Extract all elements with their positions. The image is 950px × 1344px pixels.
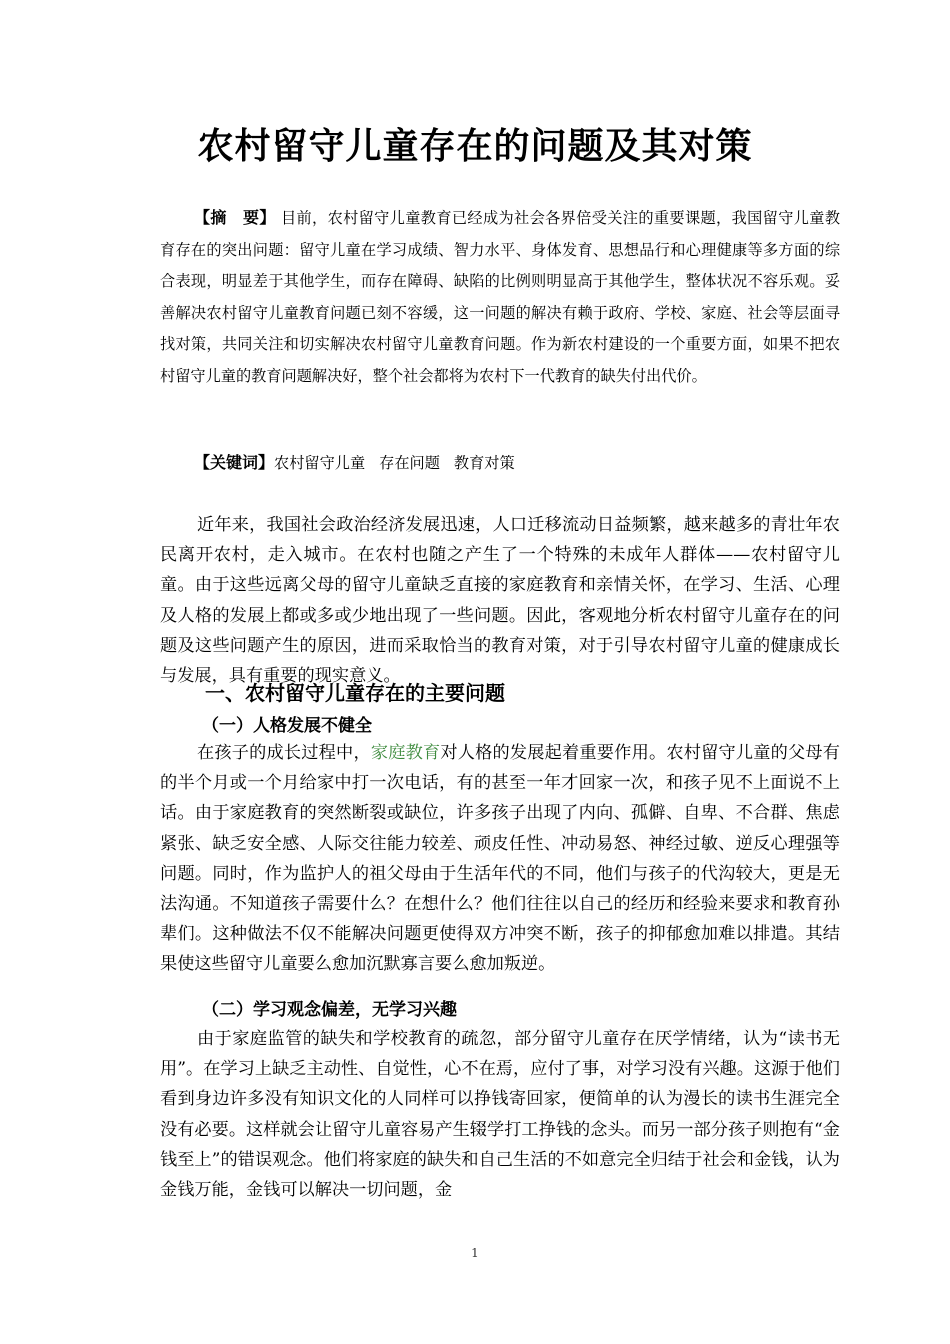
keyword-item: 存在问题 xyxy=(379,454,440,472)
document-title: 农村留守儿童存在的问题及其对策 xyxy=(197,126,753,167)
paragraph-text: 由于家庭监管的缺失和学校教育的疏忽，部分留守儿童存在厌学情绪，认为“读书无用”。在学习上缺乏主动性、自觉性，心不在焉，应付了事，对学习没有兴趣。这源于他们看到身边许多没有知识文化的人同样可以挣钱寄回家，便简单的认为漫长的读书生涯完全没有必要。这样就会让留守儿童容易产生辍学打工挣钱的念头。而另一部分孩子则抱有“金钱至上”的错误观念。他们将家庭的缺失和自己生活的不如意完全归结于社会和金钱，认为金钱万能，金钱可以解决一切问题，金 xyxy=(160,1029,840,1201)
family-education-link[interactable]: 家庭教育 xyxy=(370,743,441,763)
abstract xyxy=(160,202,840,393)
page-number: 1 xyxy=(471,1246,479,1260)
section-heading: 一、农村留守儿童存在的主要问题 xyxy=(205,681,505,705)
intro-text: 近年来，我国社会政治经济发展迅速，人口迁移流动日益频繁，越来越多的青壮年农民离开农村，走入城市。在农村也随之产生了一个特殊的未成年人群体——农村留守儿童。由于这些远离父母的留守儿童缺乏直接的家庭教育和亲情关怀，在学习、生活、心理及人格的发展上都或多或少地出现了一些问题。因此，客观地分析农村留守儿童存在的问题及这些问题产生的原因，进而采取恰当的教育对策，对于引导农村留守儿童的健康成长与发展，具有重要的现实意义。 xyxy=(160,515,840,687)
intro-paragraph xyxy=(160,510,840,691)
keyword-item: 教育对策 xyxy=(453,454,515,472)
abstract-label: 【摘 要】 xyxy=(194,208,276,227)
paragraph-text: 在孩子的成长过程中， xyxy=(197,743,371,763)
paragraph-text: 对人格的发展起着重要作用。农村留守儿童的父母有的半个月或一个月给家中打一次电话，有的甚至一年才回家一次，和孩子见不上面说不上话。由于家庭教育的突然断裂或缺位，许多孩子出现了内向、孤僻、自卑、不合群、焦虑紧张、缺乏安全感、人际交往能力较差、顽皮任性、冲动易怒、神经过敏、逆反心理强等问题。同时，作为监护人的祖父母由于生活年代的不同，他们与孩子的代沟较大，更是无法沟通。不知道孩子需要什么？在想什么？他们往往以自己的经历和经验来要求和教育孙辈们。这种做法不仅不能解决问题更使得双方冲突不断，孩子的抑郁愈加难以排遣。其结果使这些留守儿童要么愈加沉默寡言要么愈加叛逆。 xyxy=(160,743,840,975)
subsection-heading-2: （二）学习观念偏差，无学习兴趣 xyxy=(202,1000,457,1020)
subsection-1-body xyxy=(160,738,840,980)
subsection-heading-1: （一）人格发展不健全 xyxy=(202,716,372,736)
keywords-label: 【关键词】 xyxy=(194,453,275,472)
subsection-2-body xyxy=(160,1024,840,1205)
keyword-item: 农村留守儿童 xyxy=(274,454,366,472)
abstract-text: 目前，农村留守儿童教育已经成为社会各界倍受关注的重要课题，我国留守儿童教育存在的突出问题：留守儿童在学习成绩、智力水平、身体发育、思想品行和心理健康等多方面的综合表现，明显差于其他学生，而存在障碍、缺陷的比例则明显高于其他学生，整体状况不容乐观。妥善解决农村留守儿童教育问题已刻不容缓，这一问题的解决有赖于政府、学校、家庭、社会等层面寻找对策，共同关注和切实解决农村留守儿童教育问题。作为新农村建设的一个重要方面，如果不把农村留守儿童的教育问题解决好，整个社会都将为农村下一代教育的缺失付出代价。 xyxy=(160,209,841,385)
keywords xyxy=(194,451,529,475)
